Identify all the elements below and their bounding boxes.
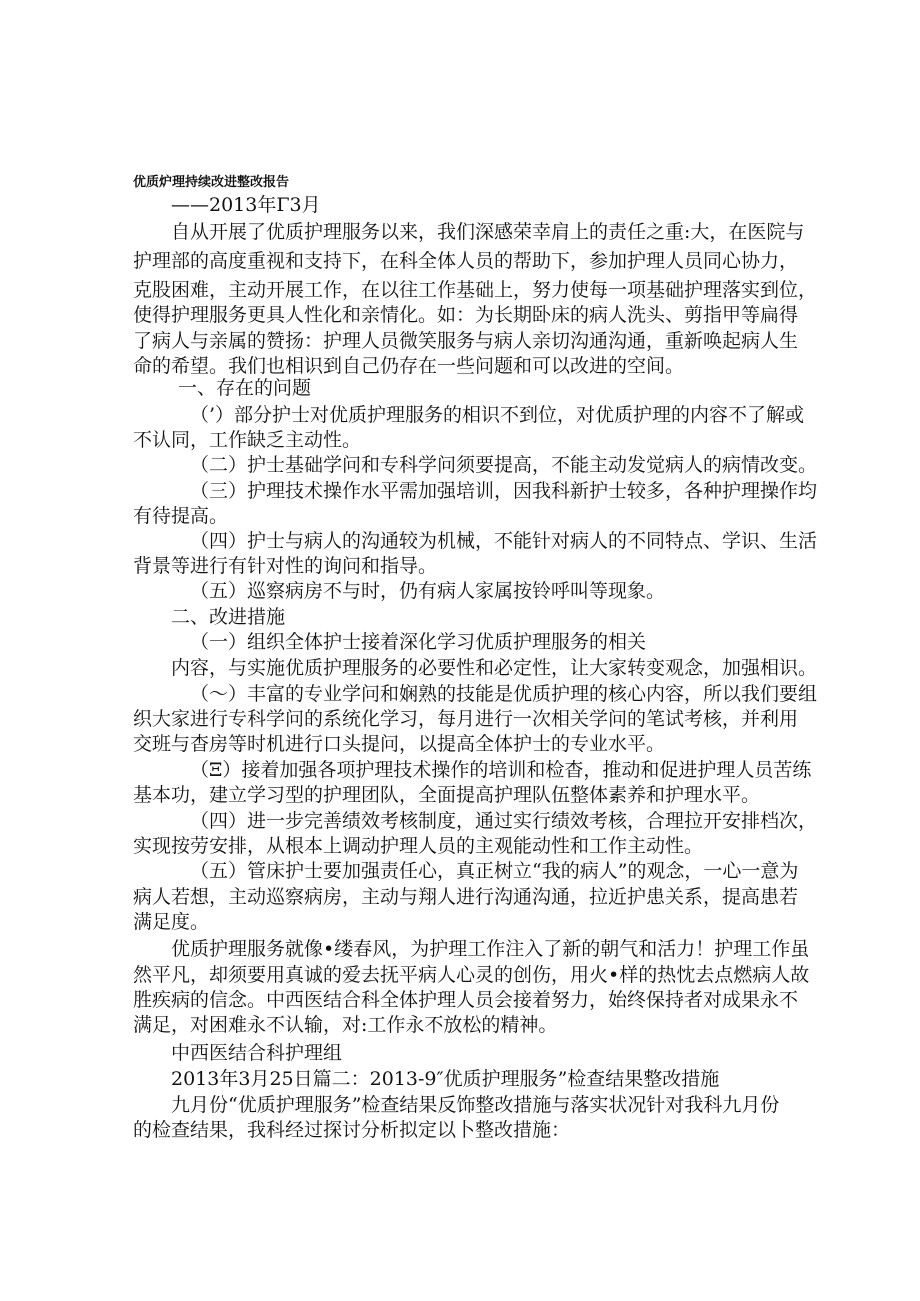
report-date: ——2013年Γ3月 [171,194,321,216]
body-line: 织大家进行专科学问的系统化学习，每月进行一次相关学问的笔试考核，并利用 [133,708,799,730]
body-line: 背景等进行有针对性的询问和指导。 [133,555,438,577]
body-line: 2013年3月25日篇二：2013-9″优质护理服务”检查结果整改措施 [171,1068,720,1090]
signature-line: 中西医结合科护理组 [171,1042,343,1064]
body-line: （一）组织全体护士接着深化学习优质护理服务的相关 [190,631,647,653]
body-line: （五）管床护士要加强责任心，真正树立“我的病人”的观念，一心一意为 [190,860,799,882]
body-line: （四）护士与病人的沟通较为机械，不能针对病人的不同特点、学识、生活 [190,530,818,552]
body-line: （三）护理技术操作水平需加强培训，因我科新护士较多，各种护理操作均 [190,480,818,502]
body-line: 有待提高。 [133,505,229,527]
body-line: 命的希望。我们也相识到自己仍存在一些问题和可以改进的空间。 [133,355,685,377]
body-line: 交班与杳房等时机进行口头提问，以提高全体护士的专业水平。 [133,733,666,755]
body-line: （四）进一步完善绩效考核制度，通过实行绩效考核，合理拉开安排档次， [190,810,818,832]
body-line: 不认同，工作缺乏主动性。 [133,429,362,451]
body-line: 满足，对困难永不认输，对:工作永不放松的精神。 [133,1014,558,1036]
body-line: 优质护理服务就像•缕春风，为护理工作注入了新的朝气和活力！护理工作虽 [171,938,810,960]
body-line: 基本功，建立学习型的护理团队，全面提高护理队伍整体素养和护理水平。 [133,784,761,806]
body-line: 胜疾病的信念。中西医结合科全体护理人员会接着努力，始终保持者对成果永不 [133,989,799,1011]
body-line: 实现按劳安排，从根本上调动护理人员的主观能动性和工作主动性。 [133,835,704,857]
body-line: （五）巡察病房不与时，仍有病人家属按铃呼叫等现象。 [190,580,666,602]
section-heading: 二、改进措施 [171,606,286,628]
body-line: 病人若想，主动巡察病房，主动与翔人进行沟通沟通，拉近护患关系，提高患若 [133,886,799,908]
body-line: 了病人与亲属的赞扬：护理人员微笑服务与病人亲切沟通沟通，重新唤起病人生 [133,330,799,352]
body-line: 九月份“优质护理服务”检查结果反饰整改措施与落实状况针对我科九月份 [171,1094,780,1116]
body-line: （’）部分护士对优质护理服务的相识不到位，对优质护理的内容不了解或 [190,404,805,426]
body-line: （Ξ）接着加强各项护理技术操作的培训和检杳，推动和促进护理人员苦练 [190,759,812,781]
body-line: 护理部的高度重视和支持下，在科全体人员的帮助下，参加护理人员同心协力， [133,250,799,272]
body-line: 自从开展了优质护理服务以来，我们深感荣幸肩上的责任之重:大，在医院与 [171,221,805,243]
body-line: 内容，与实施优质护理服务的必要性和必定性，让大家转变观念，加强相识。 [171,657,818,679]
body-line: 使得护理服务更具人性化和亲情化。如：为长期卧床的病人洗头、剪指甲等扁得 [133,304,799,326]
section-heading: 一、存在的问题 [178,377,312,399]
body-line: （〜）丰富的专业学问和娴熟的技能是优质护理的核心内容，所以我们要组 [190,683,818,705]
report-title: 优质炉理持续改进整改报告 [133,175,290,190]
body-line: 然平凡，却须要用真诚的爱去抚平病人心灵的创伤，用火•样的热忱去点燃病人故 [133,964,810,986]
body-line: （二）护士基础学问和专科学问须要提高，不能主动发觉病人的病情改变。 [190,454,818,476]
body-line: 克股困难，主动开展工作，在以往工作基础上，努力使每一项基础护理落实到位， [133,279,818,301]
body-line: 的检查结果，我科经过探讨分析拟定以卜整改措施： [133,1119,571,1141]
body-line: 满足度。 [133,911,210,933]
